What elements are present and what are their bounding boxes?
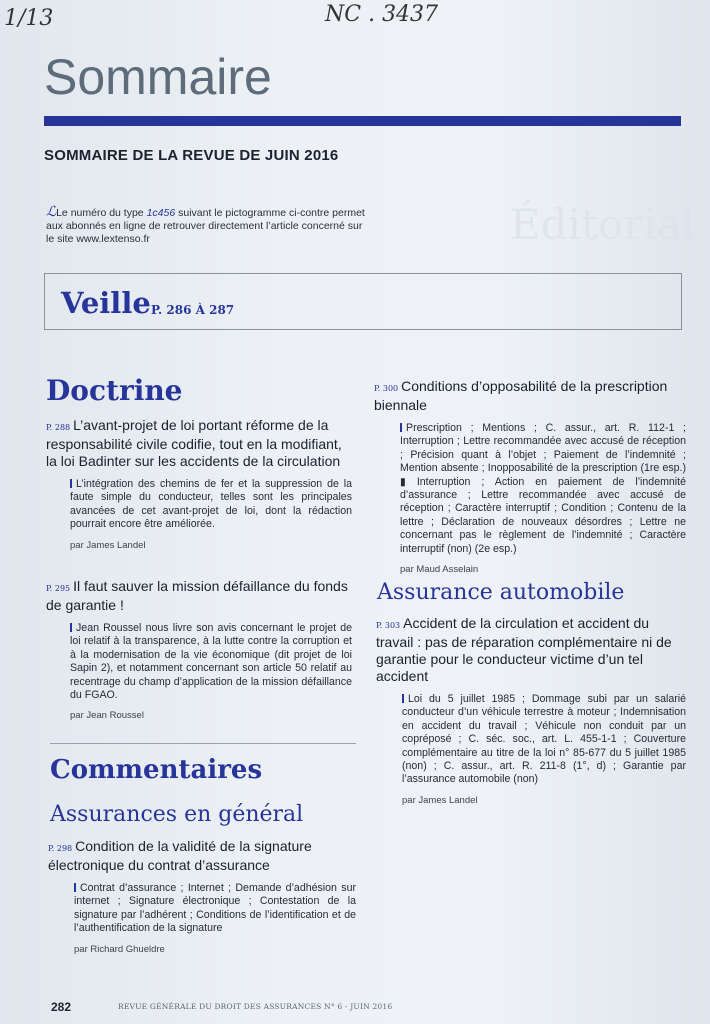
entry-title[interactable]: P. 298 Condition de la validité de la signature électronique du contrat d’assurance [48,838,312,873]
page-title: Sommaire [44,49,272,105]
bullet-marker [400,423,402,432]
entry-p288 [46,417,352,551]
bullet-marker [402,694,404,703]
entry-title[interactable]: P. 288 L’avant-projet de loi portant réforme de la responsabilité civile codifie, tout en la modifiant, la loi Badinter sur les accidents de la circulation [46,417,342,469]
entry-body: Jean Roussel nous livre son avis concernant le projet de loi relatif à la transparence, à la lutte contre la corruption et à la modernisation de la vie économique (dit projet de loi Sapin 2), et notamment concernant son article 50 relatif au recentrage du champ d’application de la mission défaillance du FGAO. [70,622,352,702]
bullet-marker [74,883,76,892]
entry-body: Prescription ; Mentions ; C. assur., art. R. 112-1 ; Interruption ; Lettre recommandée avec accusé de réception ; Précision quant à l’objet ; Paiement de l’indemnité ; Mention absente ; Inopposabilité de la prescription (1re esp.) ▮ Interruption ; Action en paiement de l’indemnité d’assurance ; Lettre recommandée avec accusé de réception ; Caractère interruptif ; Condition ; Contenu de la lettre ; Déclaration de nouveaux désordres ; Lettre ne concernant pas le règlement de l’indemnité ; Caractère interruptif (non) (2e esp.) [400,422,686,555]
lextenso-note [46,206,366,246]
entry-author: par Richard Ghueldre [74,943,165,955]
entry-body: L’intégration des chemins de fer et la suppression de la faute simple du conducteur, telles sont les principales avancées de cet avant-projet de loi, dont la rédaction pourrait encore être améliorée. [70,478,352,531]
entry-title[interactable]: P. 300 Conditions d’opposabilité de la prescription biennale [374,378,668,413]
veille-title: Veille [61,286,151,320]
entry-author: par James Landel [70,539,146,551]
entry-p300 [374,378,686,575]
entry-page: P. 303 [376,621,401,630]
page-number: 282 [51,1000,72,1014]
veille-pages: P. 286 À 287 [151,303,235,317]
entry-p295 [46,578,352,721]
entry-author: par Jean Roussel [70,710,144,722]
note-text-before: Le numéro du type [56,207,147,219]
entry-p303 [376,615,686,806]
title-rule [44,116,681,126]
section-heading-commentaires: Commentaires [50,755,263,785]
entry-page: P. 295 [46,584,71,593]
entry-title[interactable]: P. 295 Il faut sauver la mission défaillance du fonds de garantie ! [46,578,348,613]
pictogram-icon: ℒ [46,204,57,220]
entry-page: P. 288 [46,423,71,432]
note-text-after: suivant le pictogramme ci-contre permet aux abonnés en ligne de retrouver directement l’article concerné sur le site www.lextenso.fr [46,207,365,245]
entry-p298 [48,838,356,955]
page-subtitle: SOMMAIRE DE LA REVUE DE JUIN 2016 [44,147,339,164]
entry-author: par Maud Asselain [400,564,479,576]
entry-title[interactable]: P. 303 Accident de la circulation et accident du travail : pas de réparation complémentaire ni de garantie pour le conducteur victime d’un tel accident [376,615,672,684]
section-heading-doctrine: Doctrine [46,374,183,407]
journal-title: REVUE GÉNÉRALE DU DROIT DES ASSURANCES N° 6 - JUIN 2016 [118,1002,393,1011]
subsection-heading-auto: Assurance automobile [377,580,625,605]
entry-body: Loi du 5 juillet 1985 ; Dommage subi par un salarié conducteur d’un véhicule terrestre à moteur ; Indemnisation en accident du travail ; Véhicule non conduit par un copréposé ; C. séc. soc., art. L. 455-1-1 ; Couverture complémentaire au titre de la loi n° 85-677 du 5 juillet 1985 (non) ; C. assur., art. R. 211-8 (1°, d) ; Garantie par l’assurance automobile (non) [402,693,686,786]
handwritten-page-mark: 1/13 [4,6,54,31]
subsection-heading-general: Assurances en général [50,802,304,827]
entry-page: P. 300 [374,384,399,393]
handwritten-reference: NC . 3437 [325,2,439,27]
show-through-text: Éditorial [510,200,696,249]
section-divider [50,743,356,744]
note-code: 1c456 [146,207,176,219]
entry-author: par James Landel [402,794,478,806]
bullet-marker [70,479,72,488]
bullet-marker [70,623,72,632]
veille-box [44,273,682,330]
entry-body: Contrat d’assurance ; Internet ; Demande d’adhésion sur internet ; Signature électronique ; Contestation de la signature par l’adhérent ; Conditions de l’identification et de l’authentification de la signature [74,882,356,935]
entry-page: P. 298 [48,844,73,853]
